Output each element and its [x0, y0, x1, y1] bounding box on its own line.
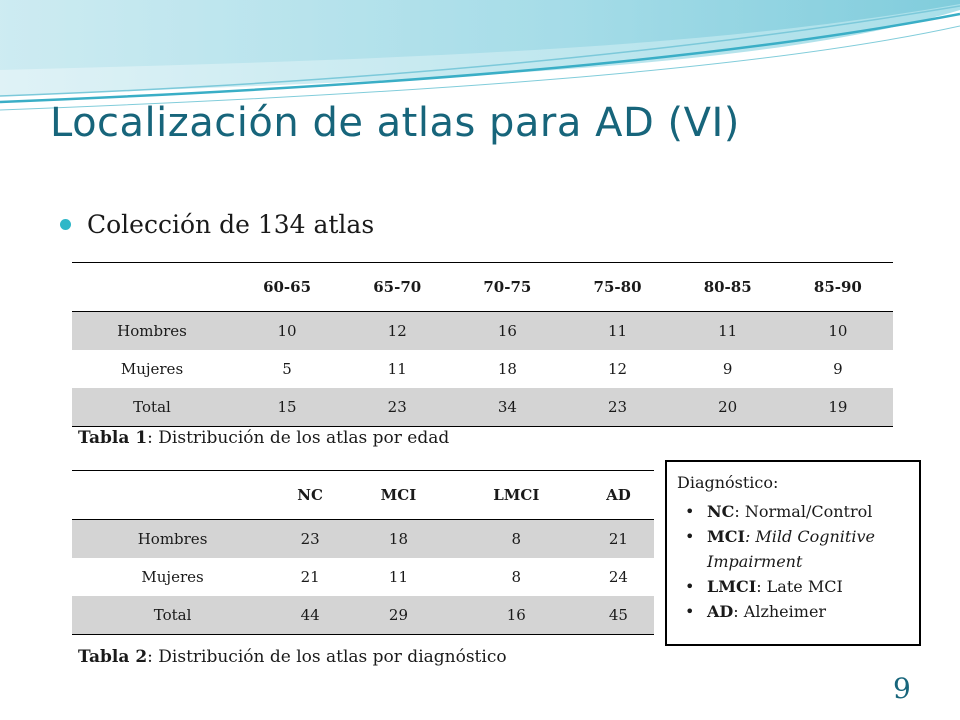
- table-cell: 11: [673, 312, 783, 351]
- caption-text: : Distribución de los atlas por edad: [147, 428, 450, 448]
- age-distribution-table: [72, 262, 893, 427]
- legend-desc: : Normal/Control: [734, 502, 873, 521]
- legend-desc: : Alzheimer: [733, 602, 827, 621]
- table-header-cell: LMCI: [450, 471, 583, 520]
- table-row: [72, 596, 654, 635]
- table-cell: 18: [347, 520, 450, 559]
- table-cell: 11: [387, 360, 407, 378]
- table-cell: 15: [232, 388, 342, 427]
- table-cell: 16: [452, 312, 562, 351]
- table-cell: 8: [511, 568, 522, 586]
- slide-title: Localización de atlas para AD (VI): [50, 100, 740, 146]
- table-cell: 9: [833, 360, 843, 378]
- table-cell: 11: [562, 312, 672, 351]
- legend-item: [677, 499, 909, 524]
- table1-caption: [78, 428, 449, 448]
- bullet-item: [60, 210, 374, 239]
- table-cell: 5: [282, 360, 292, 378]
- table-cell: 10: [232, 312, 342, 351]
- table-row: [72, 388, 893, 427]
- table-header-cell: 65-70: [342, 263, 452, 312]
- table2-caption: [78, 647, 507, 667]
- table-cell: Total: [72, 596, 273, 635]
- table-cell: 12: [342, 312, 452, 351]
- table-cell: 11: [388, 568, 408, 586]
- diagnosis-legend-box: [665, 460, 921, 646]
- table-header-cell: AD: [583, 471, 654, 520]
- legend-desc: : Late MCI: [756, 577, 843, 596]
- bullet-text: Colección de 134 atlas: [87, 210, 375, 239]
- caption-label: Tabla 1: [78, 428, 148, 448]
- table-cell: Hombres: [72, 312, 232, 351]
- table-cell: 8: [450, 520, 583, 559]
- diagnosis-distribution-table: [72, 470, 654, 635]
- legend-list: [677, 499, 909, 624]
- legend-desc: : Mild Cognitive Impairment: [707, 527, 875, 571]
- legend-abbr: LMCI: [707, 577, 757, 596]
- table-header-row: [72, 263, 893, 312]
- legend-title: Diagnóstico:: [677, 473, 779, 492]
- table-cell: 20: [673, 388, 783, 427]
- page-number: 9: [893, 672, 911, 705]
- table-cell: Mujeres: [120, 360, 184, 378]
- table-row: [72, 558, 654, 596]
- bullet-dot-icon: [60, 219, 71, 230]
- table-cell: 23: [342, 388, 452, 427]
- table-header-cell: [72, 263, 232, 312]
- legend-abbr: MCI: [707, 527, 745, 546]
- table-cell: 10: [783, 312, 893, 351]
- table-cell: Mujeres: [141, 568, 204, 586]
- table-header-cell: MCI: [347, 471, 450, 520]
- table-cell: 18: [497, 360, 517, 378]
- table-cell: Hombres: [72, 520, 273, 559]
- legend-item: [677, 574, 909, 599]
- table-cell: 12: [607, 360, 628, 378]
- table-cell: 34: [452, 388, 562, 427]
- table-cell: 29: [347, 596, 450, 635]
- table-cell: 9: [722, 360, 733, 378]
- table-cell: 23: [273, 520, 347, 559]
- table-cell: 44: [273, 596, 347, 635]
- table-header-row: [72, 471, 654, 520]
- table-cell: 21: [583, 520, 654, 559]
- table-header-cell: 75-80: [562, 263, 672, 312]
- table-cell: 23: [562, 388, 672, 427]
- table-cell: 16: [450, 596, 583, 635]
- table-cell: 24: [608, 568, 628, 586]
- table-header-cell: 70-75: [452, 263, 562, 312]
- table-cell: 45: [583, 596, 654, 635]
- table-header-cell: NC: [273, 471, 347, 520]
- table-cell: Total: [72, 388, 232, 427]
- table-cell: 21: [300, 568, 320, 586]
- legend-item: [677, 599, 909, 624]
- legend-abbr: AD: [707, 602, 734, 621]
- legend-item: [677, 524, 909, 574]
- table-header-cell: 80-85: [673, 263, 783, 312]
- caption-text: : Distribución de los atlas por diagnóstico: [147, 647, 507, 667]
- table-header-cell: 85-90: [783, 263, 893, 312]
- caption-label: Tabla 2: [78, 647, 148, 667]
- table-cell: 19: [783, 388, 893, 427]
- table-row: [72, 350, 893, 388]
- table-row: [72, 312, 893, 351]
- legend-abbr: NC: [707, 502, 735, 521]
- table-header-cell: [72, 471, 273, 520]
- table-header-cell: 60-65: [232, 263, 342, 312]
- table-row: [72, 520, 654, 559]
